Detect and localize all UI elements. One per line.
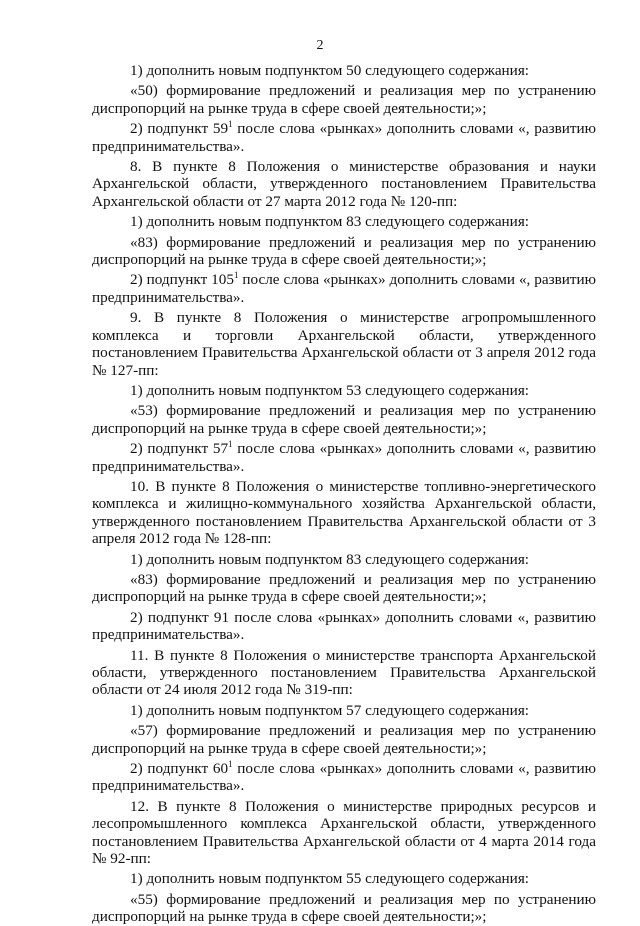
paragraph-text: после слова «рынках» дополнить словами «, развитию предпринимательства». (92, 271, 597, 306)
paragraph-text: после слова «рынках» дополнить словами «, развитию предпринимательства». (92, 120, 597, 155)
paragraph: 12. В пункте 8 Положения о министерстве природных ресурсов и лесопромышленного комплекса Архангельской области, утвержденного постановлением Правительства Архангельской области от 4 марта 2014 года № 92-пп: (92, 797, 596, 868)
document-body (92, 62, 596, 926)
paragraph: 1) дополнить новым подпунктом 57 следующего содержания: (130, 701, 530, 719)
paragraph-text: 2) подпункт 60 (130, 760, 229, 778)
paragraph: «83) формирование предложений и реализация мер по устранению диспропорций на рынке труда в сфере своей деятельности;»; (92, 570, 596, 606)
paragraph: «57) формирование предложений и реализация мер по устранению диспропорций на рынке труда в сфере своей деятельности;»; (92, 722, 596, 757)
paragraph: «50) формирование предложений и реализация мер по устранению диспропорций на рынке труда в сфере своей деятельности;»; (92, 82, 596, 117)
paragraph: 8. В пункте 8 Положения о министерстве образования и науки Архангельской области, утвержденного постановлением Правительства Архангельской области от 27 марта 2012 года № 120-пп: (92, 158, 596, 210)
paragraph-text: 2) подпункт 57 (130, 440, 229, 458)
superscript: 1 (233, 270, 239, 281)
paragraph: 9. В пункте 8 Положения о министерстве агропромышленного комплекса и торговли Архангельской области, утвержденного постановлением Правительства Архангельской области от 3 апреля 2012 года № 127-пп: (92, 309, 596, 379)
superscript: 1 (228, 439, 233, 450)
paragraph: 1) дополнить новым подпунктом 53 следующего содержания: (130, 381, 530, 399)
paragraph (92, 271, 596, 306)
paragraph: 1) дополнить новым подпунктом 83 следующего содержания: (130, 213, 530, 231)
paragraph: «83) формирование предложений и реализация мер по устранению диспропорций на рынке труда в сфере своей деятельности;»; (92, 233, 596, 269)
superscript: 1 (228, 759, 233, 770)
paragraph: 2) подпункт 91 после слова «рынках» дополнить словами «, развитию предпринимательства». (92, 608, 596, 644)
paragraph: 1) дополнить новым подпунктом 50 следующего содержания: (130, 62, 530, 79)
superscript: 1 (228, 119, 233, 130)
paragraph (92, 760, 596, 795)
paragraph (92, 120, 596, 155)
paragraph: 1) дополнить новым подпунктом 55 следующего содержания: (130, 870, 530, 888)
paragraph-text: после слова «рынках» дополнить словами «, развитию предпринимательства». (92, 440, 597, 475)
paragraph-text: 2) подпункт 105 (130, 271, 234, 289)
paragraph: 1) дополнить новым подпунктом 83 следующего содержания: (130, 550, 530, 568)
page-number: 2 (316, 38, 324, 53)
paragraph: 10. В пункте 8 Положения о министерстве топливно-энергетического комплекса и жилищно-коммунального хозяйства Архангельской области, утвержденного постановлением Правительства Архангельской области от 3 апреля 2012 года № 128-пп: (92, 477, 596, 548)
paragraph-text: после слова «рынках» дополнить словами «, развитию предпринимательства». (92, 760, 597, 795)
paragraph: «53) формирование предложений и реализация мер по устранению диспропорций на рынке труда в сфере своей деятельности;»; (92, 402, 596, 437)
paragraph-text: 2) подпункт 59 (130, 120, 229, 138)
paragraph: «55) формирование предложений и реализация мер по устранению диспропорций на рынке труда в сфере своей деятельности;»; (92, 890, 596, 926)
paragraph (92, 440, 596, 475)
paragraph: 11. В пункте 8 Положения о министерстве транспорта Архангельской области, утвержденного постановлением Правительства Архангельской области от 24 июля 2012 года № 319-пп: (92, 646, 596, 699)
